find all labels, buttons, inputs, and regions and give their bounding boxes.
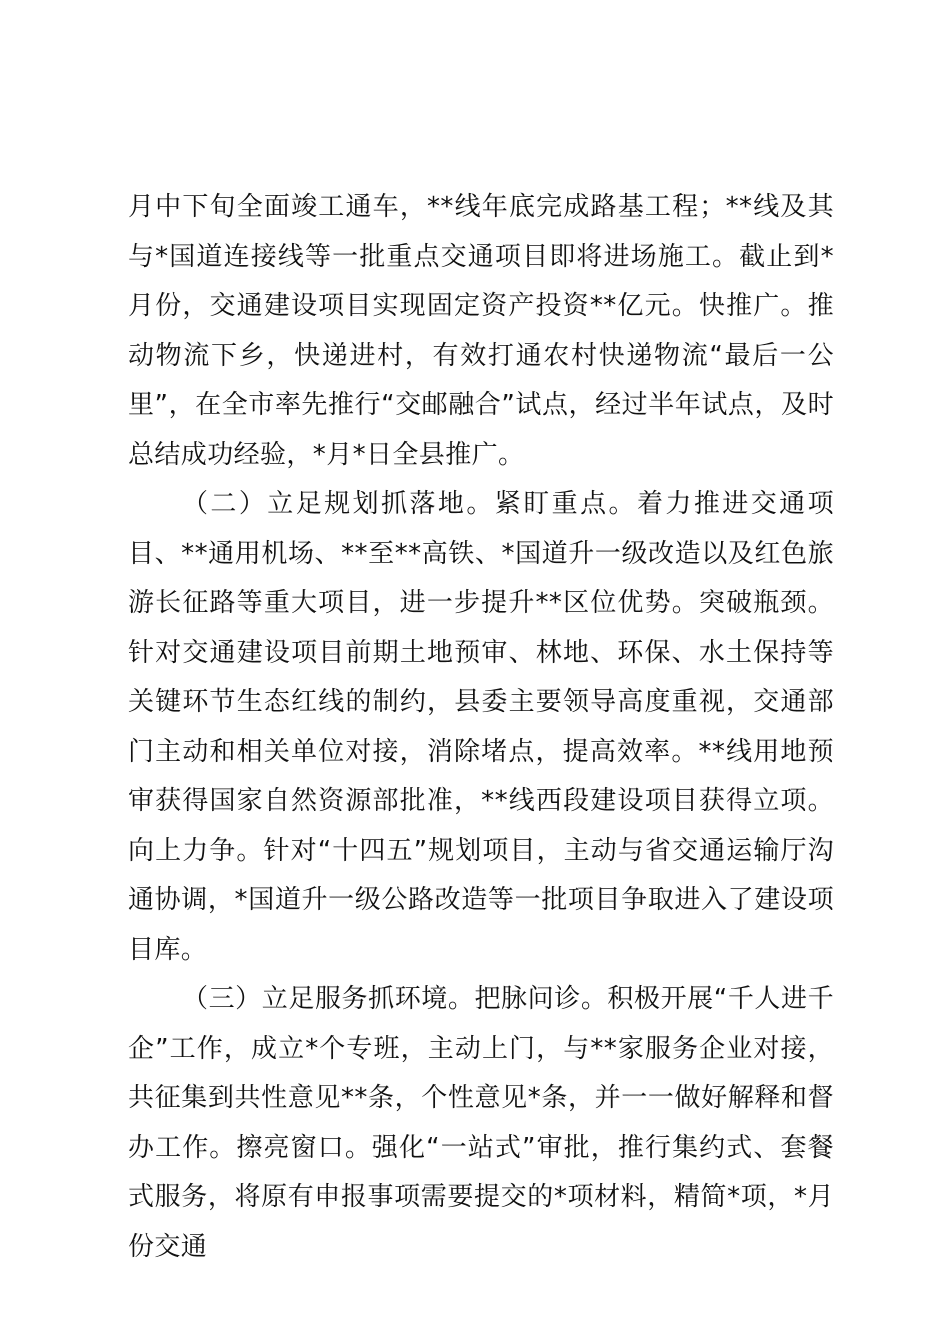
paragraph-2: （二）立足规划抓落地。紧盯重点。着力推进交通项目、**通用机场、**至**高铁、*国道升一级改造以及红色旅游长征路等重大项目，进一步提升**区位优势。突破瓶颈。针对交通建设项目前期土地预审、林地、环保、水土保持等关键环节生态红线的制约，县委主要领导高度重视，交通部门主动和相关单位对接，消除堵点，提高效率。**线用地预审获得国家自然资源部批准，**线西段建设项目获得立项。向上力争。针对“十四五”规划项目，主动与省交通运输厅沟通协调，*国道升一级公路改造等一批项目争取进入了建设项目库。 bbox=[128, 489, 834, 965]
document-page bbox=[128, 183, 834, 1272]
paragraph-1: 月中下旬全面竣工通车，**线年底完成路基工程；**线及其与*国道连接线等一批重点交通项目即将进场施工。截止到*月份，交通建设项目实现固定资产投资**亿元。快推广。推动物流下乡，快递进村，有效打通农村快递物流“最后一公里”，在全市率先推行“交邮融合”试点，经过半年试点，及时总结成功经验，*月*日全县推广。 bbox=[128, 192, 834, 470]
paragraph-3: （三）立足服务抓环境。把脉问诊。积极开展“千人进千企”工作，成立*个专班，主动上门，与**家服务企业对接，共征集到共性意见**条，个性意见*条，并一一做好解释和督办工作。擦亮窗口。强化“一站式”审批，推行集约式、套餐式服务，将原有申报事项需要提交的*项材料，精简*项，*月份交通 bbox=[128, 984, 834, 1262]
